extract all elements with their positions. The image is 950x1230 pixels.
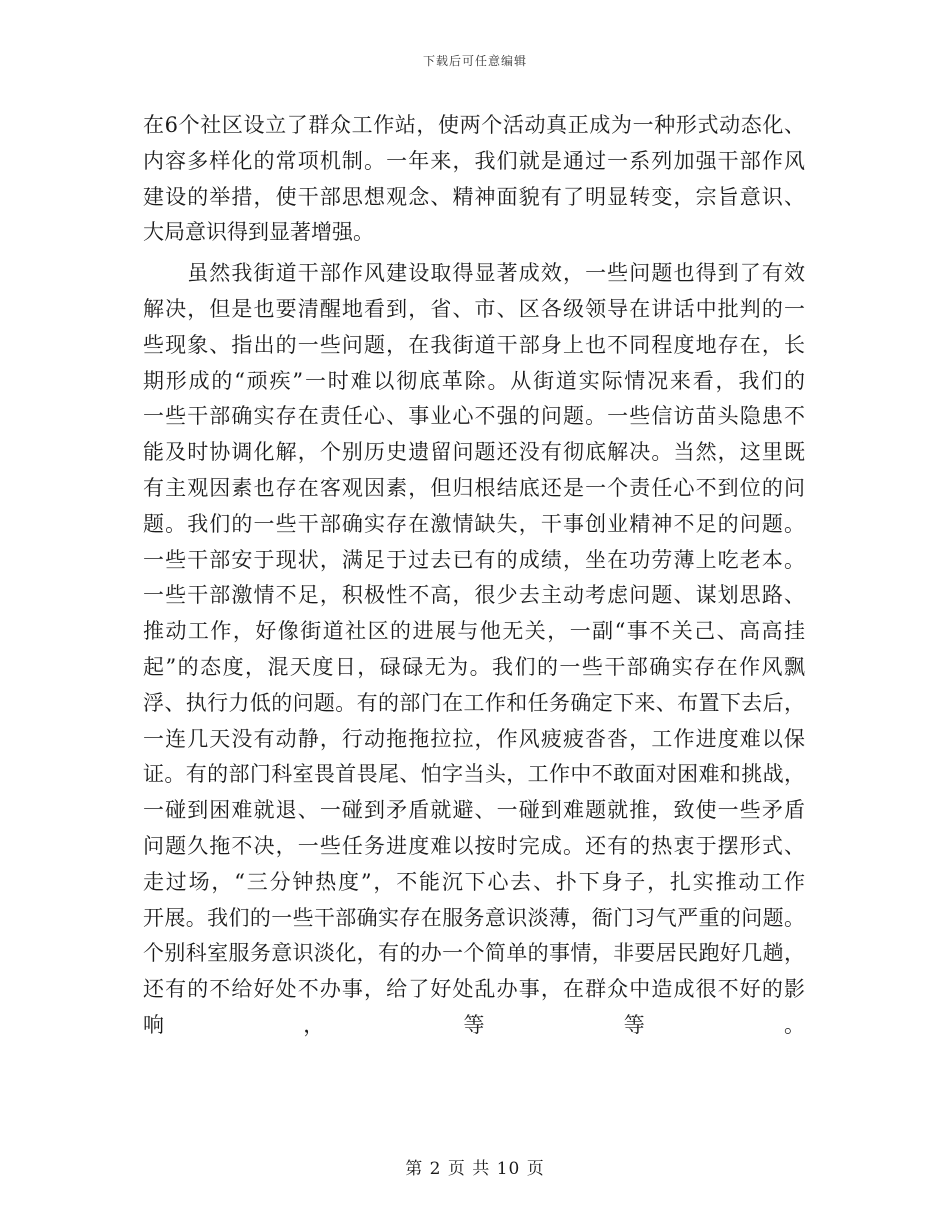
text-line: 能及时协调化解，个别历史遗留问题还没有彻底解决。当然，这里既	[143, 440, 805, 465]
text-line: 题。我们的一些干部确实存在激情缺失，干事创业精神不足的问题。	[143, 511, 805, 536]
text-line: 一连几天没有动静，行动拖拖拉拉，作风疲疲沓沓，工作进度难以保	[143, 726, 805, 751]
text-line: 个别科室服务意识淡化，有的办一个简单的事情，非要居民跑好几趟，	[143, 941, 805, 966]
text-line: 还有的不给好处不办事，给了好处乱办事，在群众中造成很不好的影	[143, 977, 805, 1002]
text-line: 虽然我街道干部作风建设取得显著成效，一些问题也得到了有效	[143, 261, 805, 286]
text-line: 解决，但是也要清醒地看到，省、市、区各级领导在讲话中批判的一	[143, 296, 805, 321]
page-number: 第 2 页 共 10 页	[405, 1159, 545, 1179]
text-line: 一些干部激情不足，积极性不高，很少去主动考虑问题、谋划思路、	[143, 583, 805, 608]
text-line: 推动工作，好像街道社区的进展与他无关，一副“事不关己、高高挂	[143, 619, 805, 644]
text-line: 浮、执行力低的问题。有的部门在工作和任务确定下来、布置下去后，	[143, 690, 805, 715]
text-line: 起”的态度，混天度日，碌碌无为。我们的一些干部确实存在作风飘	[143, 654, 805, 679]
text-line: 问题久拖不决，一些任务进度难以按时完成。还有的热衷于摆形式、	[143, 833, 805, 858]
text-line: 证。有的部门科室畏首畏尾、怕字当头，工作中不敢面对困难和挑战，	[143, 762, 805, 787]
text-line: 一碰到困难就退、一碰到矛盾就避、一碰到难题就推，致使一些矛盾	[143, 798, 805, 823]
text-line: 建设的举措，使干部思想观念、精神面貌有了明显转变，宗旨意识、	[143, 184, 805, 209]
text-line: 一些干部安于现状，满足于过去已有的成绩，坐在功劳薄上吃老本。	[143, 547, 805, 572]
text-line: 期形成的“顽疾”一时难以彻底革除。从街道实际情况来看，我们的	[143, 368, 805, 393]
text-line: 内容多样化的常项机制。一年来，我们就是通过一系列加强干部作风	[143, 148, 805, 173]
text-line: 有主观因素也存在客观因素，但归根结底还是一个责任心不到位的问	[143, 475, 805, 500]
text-line: 在6个社区设立了群众工作站，使两个活动真正成为一种形式动态化、	[143, 113, 805, 137]
text-line: 走过场，“三分钟热度”，不能沉下心去、扑下身子，扎实推动工作	[143, 869, 805, 894]
text-line: 些现象、指出的一些问题，在我街道干部身上也不同程度地存在，长	[143, 332, 805, 357]
text-line	[143, 1044, 805, 1080]
page-header: 下载后可任意编辑	[422, 54, 527, 68]
text-line: 开展。我们的一些干部确实存在服务意识淡薄，衙门习气严重的问题。	[143, 905, 805, 930]
text-line: 响，等等。	[143, 1012, 805, 1037]
text-line: 一些干部确实存在责任心、事业心不强的问题。一些信访苗头隐患不	[143, 404, 805, 429]
document-body	[143, 108, 805, 1080]
text-line: 大局意识得到显著增强。	[143, 220, 374, 245]
